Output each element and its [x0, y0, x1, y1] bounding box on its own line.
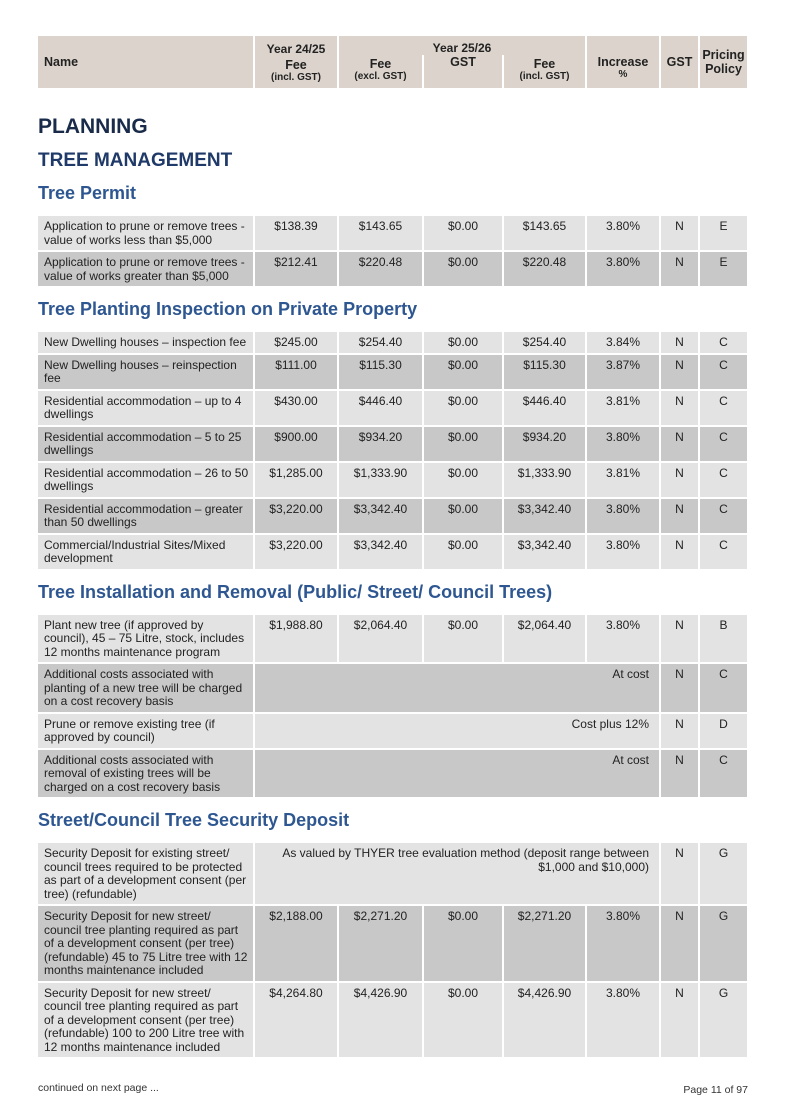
row-pricing-policy: C [700, 391, 747, 425]
row-name: Security Deposit for new street/ council tree planting required as part of a development consent (per tree) (refundable) 45 to 75 Litre tree with 12 months maintenance included [38, 906, 253, 981]
row-pricing-policy: G [700, 983, 747, 1058]
header-gst-flag [661, 36, 698, 88]
row-gst-flag: N [661, 355, 698, 389]
row-fee-prev: $430.00 [255, 391, 337, 425]
header-fee-prev [255, 36, 337, 88]
row-increase: 3.80% [587, 615, 659, 663]
row-gst: $0.00 [424, 463, 502, 497]
header-pricing-label: Pricing [702, 48, 745, 62]
row-name: Residential accommodation – greater than 50 dwellings [38, 499, 253, 533]
fee-groups [38, 182, 748, 1057]
group-title: Street/Council Tree Security Deposit [38, 810, 350, 830]
table-row [38, 983, 748, 1058]
group-title: Tree Installation and Removal (Public/ Street/ Council Trees) [38, 581, 553, 602]
row-increase: 3.80% [587, 906, 659, 981]
row-gst: $0.00 [424, 535, 502, 569]
row-fee-excl: $446.40 [339, 391, 422, 425]
table-row [38, 463, 748, 497]
row-gst-flag: N [661, 391, 698, 425]
row-pricing-policy: C [700, 332, 747, 353]
row-note: At cost [255, 664, 659, 712]
table-row [38, 750, 748, 798]
table-row [38, 332, 748, 353]
row-pricing-policy: C [700, 750, 747, 798]
row-fee-prev: $212.41 [255, 252, 337, 286]
row-fee-prev: $138.39 [255, 216, 337, 250]
row-pricing-policy: E [700, 216, 747, 250]
row-fee-excl: $143.65 [339, 216, 422, 250]
row-fee-incl: $254.40 [504, 332, 585, 353]
row-gst: $0.00 [424, 615, 502, 663]
row-fee-incl: $2,271.20 [504, 906, 585, 981]
row-fee-prev: $3,220.00 [255, 499, 337, 533]
row-increase: 3.84% [587, 332, 659, 353]
row-name: Residential accommodation – 26 to 50 dwellings [38, 463, 253, 497]
row-fee-prev: $900.00 [255, 427, 337, 461]
row-fee-prev: $245.00 [255, 332, 337, 353]
header-gst-col [424, 55, 502, 88]
row-name: Application to prune or remove trees - value of works less than $5,000 [38, 216, 253, 250]
row-fee-excl: $254.40 [339, 332, 422, 353]
header-increase-label: Increase [597, 54, 649, 69]
row-pricing-policy: D [700, 714, 747, 748]
row-gst-flag: N [661, 463, 698, 497]
row-increase: 3.80% [587, 427, 659, 461]
table-row [38, 355, 748, 389]
row-increase: 3.80% [587, 535, 659, 569]
row-name: Security Deposit for existing street/ council trees required to be protected as part of a development consent (per tree) (refundable) [38, 843, 253, 904]
row-fee-incl: $3,342.40 [504, 535, 585, 569]
row-fee-incl: $446.40 [504, 391, 585, 425]
row-name: Plant new tree (if approved by council), 45 – 75 Litre, stock, includes 12 months maintenance program [38, 615, 253, 663]
row-name: Commercial/Industrial Sites/Mixed development [38, 535, 253, 569]
row-fee-incl: $220.48 [504, 252, 585, 286]
row-increase: 3.80% [587, 252, 659, 286]
header-name [38, 36, 253, 88]
row-fee-excl: $1,333.90 [339, 463, 422, 497]
row-gst-flag: N [661, 252, 698, 286]
header-year-prev: Year 24/25 [266, 41, 326, 56]
header-name-label: Name [44, 55, 79, 69]
subsection-title: TREE MANAGEMENT [38, 150, 233, 171]
row-gst-flag: N [661, 750, 698, 798]
row-gst: $0.00 [424, 252, 502, 286]
table-row [38, 664, 748, 712]
row-fee-incl: $115.30 [504, 355, 585, 389]
row-gst: $0.00 [424, 906, 502, 981]
row-name: Security Deposit for new street/ council tree planting required as part of a development consent (per tree) (refundable) 100 to 200 Litre tree with 12 months maintenance included [38, 983, 253, 1058]
group-title: Tree Permit [38, 183, 137, 203]
row-gst-flag: N [661, 535, 698, 569]
row-gst: $0.00 [424, 427, 502, 461]
table-row [38, 535, 748, 569]
row-increase: 3.80% [587, 499, 659, 533]
table-row [38, 427, 748, 461]
row-gst: $0.00 [424, 332, 502, 353]
row-name: Additional costs associated with removal of existing trees will be charged on a cost recovery basis [38, 750, 253, 798]
header-gst-flag-label: GST [666, 55, 693, 69]
row-name: Residential accommodation – 5 to 25 dwellings [38, 427, 253, 461]
row-increase: 3.80% [587, 983, 659, 1058]
row-gst: $0.00 [424, 391, 502, 425]
row-gst-flag: N [661, 427, 698, 461]
header-fee-excl-sub: (excl. GST) [354, 71, 407, 82]
row-gst-flag: N [661, 983, 698, 1058]
table-row [38, 714, 748, 748]
row-pricing-policy: C [700, 463, 747, 497]
row-fee-prev: $3,220.00 [255, 535, 337, 569]
row-name: New Dwelling houses – reinspection fee [38, 355, 253, 389]
row-name: Residential accommodation – up to 4 dwellings [38, 391, 253, 425]
table-row [38, 216, 748, 250]
row-fee-excl: $934.20 [339, 427, 422, 461]
table-row [38, 391, 748, 425]
header-fee-prev-label: Fee [285, 57, 307, 72]
row-pricing-policy: B [700, 615, 747, 663]
table-header [38, 36, 748, 88]
row-fee-incl: $3,342.40 [504, 499, 585, 533]
row-fee-prev: $2,188.00 [255, 906, 337, 981]
fee-schedule-page [38, 36, 748, 1059]
row-note: At cost [255, 750, 659, 798]
header-fee-excl-label: Fee [369, 57, 392, 71]
row-fee-incl: $4,426.90 [504, 983, 585, 1058]
row-fee-excl: $2,271.20 [339, 906, 422, 981]
row-name: New Dwelling houses – inspection fee [38, 332, 253, 353]
row-fee-incl: $2,064.40 [504, 615, 585, 663]
table-row [38, 499, 748, 533]
continued-note: continued on next page ... [38, 1082, 159, 1094]
header-policy-label: Policy [705, 62, 742, 76]
row-fee-prev: $111.00 [255, 355, 337, 389]
header-fee-incl-sub: (incl. GST) [519, 71, 570, 82]
row-pricing-policy: C [700, 427, 747, 461]
row-pricing-policy: C [700, 535, 747, 569]
row-fee-excl: $4,426.90 [339, 983, 422, 1058]
table-row [38, 615, 748, 663]
header-fee-excl [339, 36, 585, 88]
row-fee-incl: $143.65 [504, 216, 585, 250]
row-fee-excl: $3,342.40 [339, 499, 422, 533]
row-gst-flag: N [661, 664, 698, 712]
row-increase: 3.87% [587, 355, 659, 389]
row-fee-excl: $220.48 [339, 252, 422, 286]
row-gst: $0.00 [424, 983, 502, 1058]
row-gst-flag: N [661, 714, 698, 748]
group-title: Tree Planting Inspection on Private Property [38, 299, 418, 319]
row-fee-prev: $1,988.80 [255, 615, 337, 663]
row-pricing-policy: C [700, 664, 747, 712]
header-incl-col [504, 55, 585, 88]
header-fee-incl-label: Fee [533, 57, 556, 71]
row-fee-prev: $4,264.80 [255, 983, 337, 1058]
table-row [38, 906, 748, 981]
row-gst-flag: N [661, 332, 698, 353]
row-fee-excl: $115.30 [339, 355, 422, 389]
header-gst-label: GST [450, 55, 476, 69]
row-name: Prune or remove existing tree (if approved by council) [38, 714, 253, 748]
row-name: Additional costs associated with planting of a new tree will be charged on a cost recovery basis [38, 664, 253, 712]
row-gst: $0.00 [424, 216, 502, 250]
row-gst-flag: N [661, 499, 698, 533]
row-pricing-policy: C [700, 499, 747, 533]
page-number: Page 11 of 97 [683, 1084, 748, 1096]
header-increase [587, 36, 659, 88]
header-pricing-policy [700, 36, 747, 88]
row-gst-flag: N [661, 843, 698, 904]
row-name: Application to prune or remove trees - value of works greater than $5,000 [38, 252, 253, 286]
row-pricing-policy: G [700, 843, 747, 904]
row-note: As valued by THYER tree evaluation method (deposit range between $1,000 and $10,000) [255, 843, 659, 904]
row-gst-flag: N [661, 216, 698, 250]
row-gst-flag: N [661, 615, 698, 663]
row-pricing-policy: C [700, 355, 747, 389]
row-increase: 3.80% [587, 216, 659, 250]
row-fee-prev: $1,285.00 [255, 463, 337, 497]
row-pricing-policy: G [700, 906, 747, 981]
row-increase: 3.81% [587, 463, 659, 497]
row-note: Cost plus 12% [255, 714, 659, 748]
table-row [38, 252, 748, 286]
row-pricing-policy: E [700, 252, 747, 286]
row-increase: 3.81% [587, 391, 659, 425]
header-excl-col [339, 55, 422, 88]
header-fee-prev-sub: (incl. GST) [271, 71, 321, 83]
header-percent-label: % [618, 68, 628, 80]
section-title: PLANNING [38, 115, 148, 138]
row-fee-incl: $934.20 [504, 427, 585, 461]
row-fee-excl: $3,342.40 [339, 535, 422, 569]
row-gst: $0.00 [424, 355, 502, 389]
row-fee-incl: $1,333.90 [504, 463, 585, 497]
row-fee-excl: $2,064.40 [339, 615, 422, 663]
row-gst: $0.00 [424, 499, 502, 533]
table-row [38, 843, 748, 904]
header-year-curr: Year 25/26 [339, 36, 585, 55]
row-gst-flag: N [661, 906, 698, 981]
